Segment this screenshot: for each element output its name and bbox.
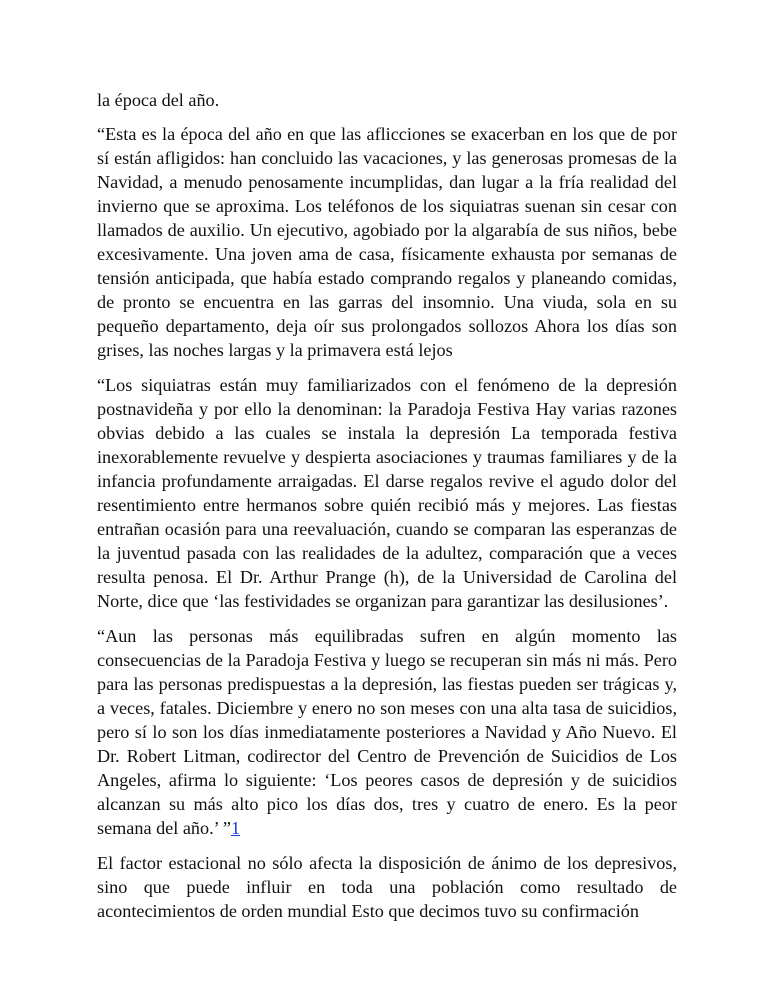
paragraph-3: “Los siquiatras están muy familiarizados con el fenómeno de la depresión postnavideña y por ello la denominan: la Paradoja Festiva Hay varias razones obvias debido a las cuales se instala la depresión La temporada festiva inexorablemente revuelve y despierta asociaciones y traumas familiares y de la infancia profundamente arraigadas. El darse regalos revive el agudo dolor del resentimiento entre hermanos sobre quién recibió más y mejores. Las fiestas entrañan ocasión para una reevaluación, cuando se comparan las esperanzas de la juventud pasada con las realidades de la adultez, comparación que a veces resulta penosa. El Dr. Arthur Prange (h), de la Universidad de Carolina del Norte, dice que ‘las festividades se organizan para garantizar las desilusiones’.	[97, 375, 677, 611]
paragraph-4	[97, 624, 677, 840]
footnote-link[interactable]: 1	[230, 818, 241, 838]
document-page	[97, 88, 677, 934]
paragraph-5: El factor estacional no sólo afecta la disposición de ánimo de los depresivos, sino que puede influir en toda una población como resultado de acontecimientos de orden mundial Esto que decimos tuvo su confirmación	[97, 853, 677, 921]
paragraph-4-text: “Aun las personas más equilibradas sufren en algún momento las consecuencias de la Paradoja Festiva y luego se recuperan sin más ni más. Pero para las personas predispuestas a la depresión, las fiestas pueden ser trágicas y, a veces, fatales. Diciembre y enero no son meses con una alta tasa de suicidios, pero sí lo son los días inmediatamente posteriores a Navidad y Año Nuevo. El Dr. Robert Litman, codirector del Centro de Prevención de Suicidios de Los Angeles, afirma lo siguiente: ‘Los peores casos de depresión y de suicidios alcanzan su más alto pico los días dos, tres y cuatro de enero. Es la peor semana del año.’ ”	[97, 626, 677, 838]
paragraph-2: “Esta es la época del año en que las aflicciones se exacerban en los que de por sí están afligidos: han concluido las vacaciones, y las generosas promesas de la Navidad, a menudo penosamente incumplidas, dan lugar a la fría realidad del invierno que se aproxima. Los teléfonos de los siquiatras suenan sin cesar con llamados de auxilio. Un ejecutivo, agobiado por la algarabía de sus niños, bebe excesivamente. Una joven ama de casa, físicamente exhausta por semanas de tensión anticipada, que había estado comprando regalos y planeando comidas, de pronto se encuentra en las garras del insomnio. Una viuda, sola en su pequeño departamento, deja oír sus prolongados sollozos Ahora los días son grises, las noches largas y la primavera está lejos	[97, 124, 677, 360]
paragraph-1: la época del año.	[97, 90, 220, 110]
